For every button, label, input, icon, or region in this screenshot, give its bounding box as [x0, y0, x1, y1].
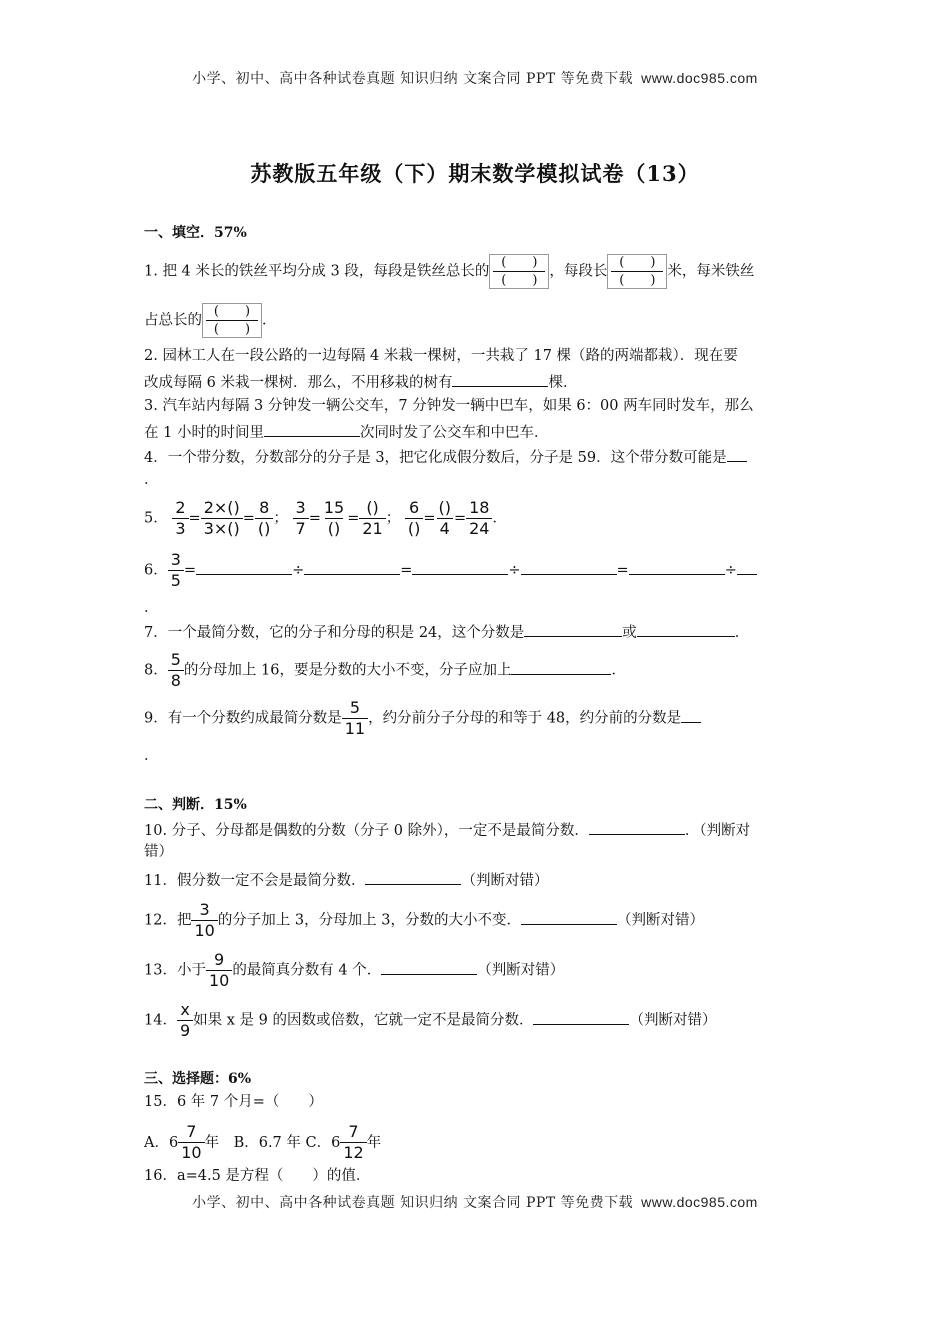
question-2-line-2: 改成每隔 6 米栽一棵树．那么，不用移栽的树有 棵．	[144, 370, 577, 393]
answer-blank[interactable]	[412, 558, 508, 575]
question-6: 6． $\frac{3}{5}$ = ÷ = ÷ = ÷	[144, 552, 757, 589]
section-heading-choice: 三、选择题：6%	[144, 1071, 252, 1087]
fraction-blank[interactable]: $\frac{()}{4}$	[438, 498, 451, 538]
fraction: $\frac{2}{3}$	[172, 500, 188, 537]
question-10: 10. 分子、分母都是偶数的分数（分子 0 除外），一定不是最简分数． ．（判断对	[144, 818, 750, 841]
answer-blank[interactable]	[727, 445, 747, 462]
fraction-blank[interactable]: $\frac{()}{21}$	[359, 500, 385, 537]
answer-blank[interactable]	[589, 818, 685, 835]
section-heading-fill: 一、填空．57%	[144, 225, 247, 241]
answer-blank[interactable]	[521, 908, 617, 925]
fraction-answer-box[interactable]: $\frac{( )}{( )}$	[607, 254, 667, 289]
fraction: $\frac{x}{9}$	[177, 1002, 193, 1039]
answer-blank[interactable]	[304, 558, 400, 575]
question-13: 13．小于 $\frac{9}{10}$ 的最简真分数有 4 个． （判断对错）	[144, 950, 565, 990]
question-10-end: 错）	[144, 844, 173, 860]
answer-blank[interactable]	[533, 1008, 629, 1025]
header-text: 小学、初中、高中各种试卷真题 知识归纳 文案合同 PPT 等免费下载	[192, 71, 634, 87]
fraction-blank[interactable]: $\frac{8}{()}$	[255, 500, 273, 537]
answer-blank[interactable]	[365, 868, 461, 885]
answer-blank[interactable]	[264, 420, 360, 437]
fraction: $\frac{5}{8}$	[168, 652, 184, 689]
question-3-line-2: 在 1 小时的时间里 次同时发了公交车和中巴车．	[144, 420, 548, 443]
fraction: $\frac{3}{10}$	[191, 902, 217, 939]
question-9: 9．有一个分数约成最简分数是 $\frac{5}{11}$ ，约分前分子分母的和等于 48，约分前的分数是	[144, 700, 701, 737]
question-15: 15．6 年 7 个月=（ ）	[144, 1094, 323, 1110]
answer-blank[interactable]	[381, 958, 477, 975]
question-6-end: ．	[144, 600, 159, 616]
question-5: 5． $\frac{2}{3}$ = $\frac{2\times()}{3\times()}$ = $\frac{8}{()}$ ； $\frac{3}{7}$ = $\frac{15}{()}$ = $\frac{()}{21}$ ； $\frac{6}{()}$ = $\frac{()}{4}$ = $\frac{18}{24}$ ．	[144, 498, 507, 538]
question-11: 11．假分数一定不会是最简分数． （判断对错）	[144, 868, 548, 891]
answer-blank[interactable]	[196, 558, 292, 575]
answer-blank[interactable]	[629, 558, 725, 575]
question-9-end: ．	[144, 748, 159, 764]
answer-blank[interactable]	[521, 558, 617, 575]
fraction: $\frac{3}{7}$	[293, 500, 309, 537]
header-banner	[0, 68, 950, 88]
fraction-blank[interactable]: $\frac{15}{()}$	[323, 498, 345, 538]
header-url[interactable]: www.doc985.com	[641, 70, 758, 86]
answer-blank[interactable]	[637, 620, 735, 637]
question-16: 16．a=4.5 是方程（ ）的值．	[144, 1168, 371, 1184]
footer-text: 小学、初中、高中各种试卷真题 知识归纳 文案合同 PPT 等免费下载	[192, 1195, 634, 1211]
option-a[interactable]: A．6 $\frac{7}{10}$ 年	[144, 1122, 220, 1162]
section-heading-judge: 二、判断．15%	[144, 797, 247, 813]
fraction: $\frac{3}{5}$	[168, 552, 184, 589]
question-2-line-1: 2. 园林工人在一段公路的一边每隔 4 米栽一棵树，一共栽了 17 棵（路的两端都栽）．现在要	[144, 348, 738, 364]
fraction: $\frac{7}{12}$	[340, 1124, 366, 1161]
question-7: 7．一个最简分数，它的分子和分母的积是 24，这个分数是 或 ．	[144, 620, 749, 643]
question-1-line-1: 1. 把 4 米长的铁丝平均分成 3 段，每段是铁丝总长的 $\frac{( )}{( )}$ ，每段长 $\frac{( )}{( )}$ 米，每米铁丝	[144, 255, 755, 288]
fraction-blank[interactable]: $\frac{2\times()}{3\times()}$	[201, 500, 243, 537]
question-15-options	[144, 1124, 381, 1161]
answer-blank[interactable]	[511, 658, 611, 675]
question-3-line-1: 3. 汽车站内每隔 3 分钟发一辆公交车，7 分钟发一辆中巴车，如果 6：00 两车同时发车，那么	[144, 398, 754, 414]
question-4-line-1: 4．一个带分数，分数部分的分子是 3，把它化成假分数后，分子是 59．这个带分数可能是	[144, 445, 747, 468]
fraction: $\frac{7}{10}$	[178, 1124, 204, 1161]
answer-blank[interactable]	[737, 558, 757, 575]
fraction: $\frac{18}{24}$	[466, 500, 492, 537]
answer-blank[interactable]	[681, 706, 701, 723]
question-14: 14． $\frac{x}{9}$ 如果 x 是 9 的因数或倍数，它就一定不是最简分数． （判断对错）	[144, 1000, 717, 1040]
fraction: $\frac{5}{11}$	[342, 700, 368, 737]
question-8: 8． $\frac{5}{8}$ 的分母加上 16，要是分数的大小不变，分子应加上 ．	[144, 650, 626, 690]
question-4-end: ．	[144, 472, 159, 488]
fraction-blank[interactable]: $\frac{6}{()}$	[405, 500, 423, 537]
answer-blank[interactable]	[452, 370, 548, 387]
option-b-c[interactable]: B．6.7 年 C．6 $\frac{7}{12}$ 年	[233, 1122, 382, 1162]
question-1-line-2: 占总长的 $\frac{( )}{( )}$ ．	[144, 304, 277, 337]
fraction-answer-box[interactable]: $\frac{( )}{( )}$	[489, 254, 549, 289]
answer-blank[interactable]	[524, 620, 622, 637]
footer-url[interactable]: www.doc985.com	[641, 1194, 758, 1210]
footer-banner	[0, 1192, 950, 1212]
question-12: 12．把 $\frac{3}{10}$ 的分子加上 3，分母加上 3，分数的大小不变． （判断对错）	[144, 900, 704, 940]
fraction-answer-box[interactable]: $\frac{( )}{( )}$	[202, 303, 262, 338]
page-title: 苏教版五年级（下）期末数学模拟试卷（13）	[250, 161, 700, 186]
fraction: $\frac{9}{10}$	[206, 952, 232, 989]
